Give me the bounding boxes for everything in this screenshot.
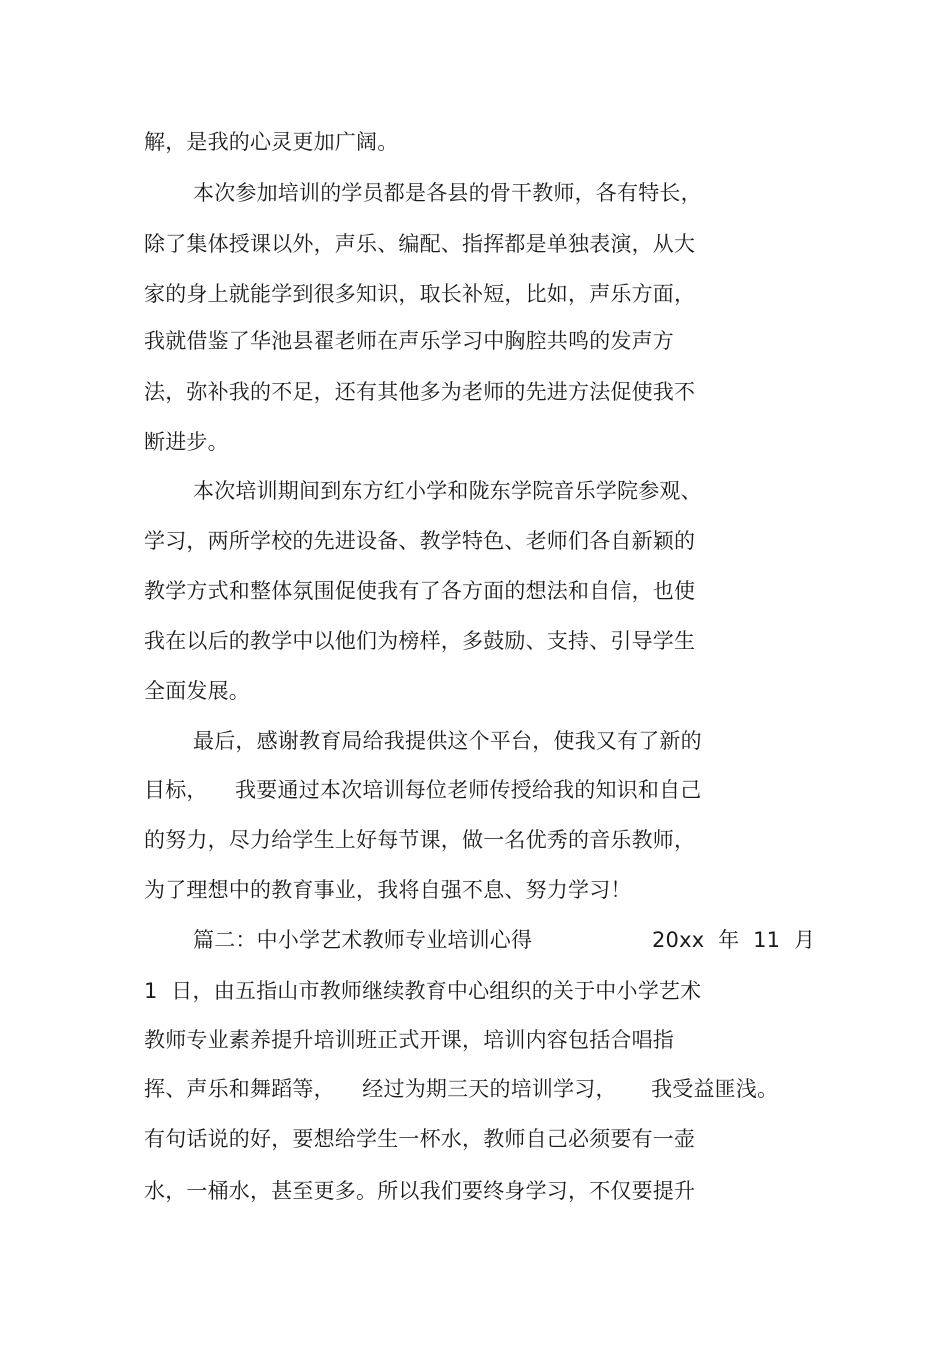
text-line: 有句话说的好，要想给学生一杯水，教师自己必须要有一壶 [144,1127,696,1151]
text-line: 1 日，由五指山市教师继续教育中心组织的关于中小学艺术 [144,979,702,1003]
text-line: 教学方式和整体氛围促使我有了各方面的想法和自信，也使 [144,579,696,603]
paragraph-first-line: 本次培训期间到东方红小学和陇东学院音乐学院参观、 [193,479,702,503]
text-line: 断进步。 [144,430,229,454]
text-line: 全面发展。 [144,679,250,703]
section-heading: 篇二：中小学艺术教师专业培训心得 [193,928,533,952]
text-line: 学习，两所学校的先进设备、教学特色、老师们各自新颖的 [144,529,696,553]
text-line: 水，一桶水，甚至更多。所以我们要终身学习，不仅要提升 [144,1179,696,1203]
text-line: 我就借鉴了华池县翟老师在声乐学习中胸腔共鸣的发声方 [144,329,674,353]
text-line: 教师专业素养提升培训班正式开课，培训内容包括合唱指 [144,1028,674,1052]
text-line: 法，弥补我的不足，还有其他多为老师的先进方法促使我不 [144,380,696,404]
text-line: 家的身上就能学到很多知识，取长补短，比如，声乐方面， [144,282,696,306]
text-line: 我在以后的教学中以他们为榜样，多鼓励、支持、引导学生 [144,629,696,653]
text-line: 解，是我的心灵更加广阔。 [144,130,399,154]
text-line: 挥、声乐和舞蹈等， 经过为期三天的培训学习， 我受益匪浅。 [144,1077,779,1101]
text-line: 为了理想中的教育事业，我将自强不息、努力学习！ [144,878,632,902]
date-text: 20xx 年 11 月 [652,928,816,952]
paragraph-first-line: 本次参加培训的学员都是各县的骨干教师，各有特长， [193,181,702,205]
paragraph-first-line: 最后，感谢教育局给我提供这个平台，使我又有了新的 [193,729,702,753]
text-line: 除了集体授课以外，声乐、编配、指挥都是单独表演，从大 [144,232,696,256]
text-line: 的努力，尽力给学生上好每节课，做一名优秀的音乐教师， [144,828,696,852]
text-line: 目标， 我要通过本次培训每位老师传授给我的知识和自己 [144,778,702,802]
